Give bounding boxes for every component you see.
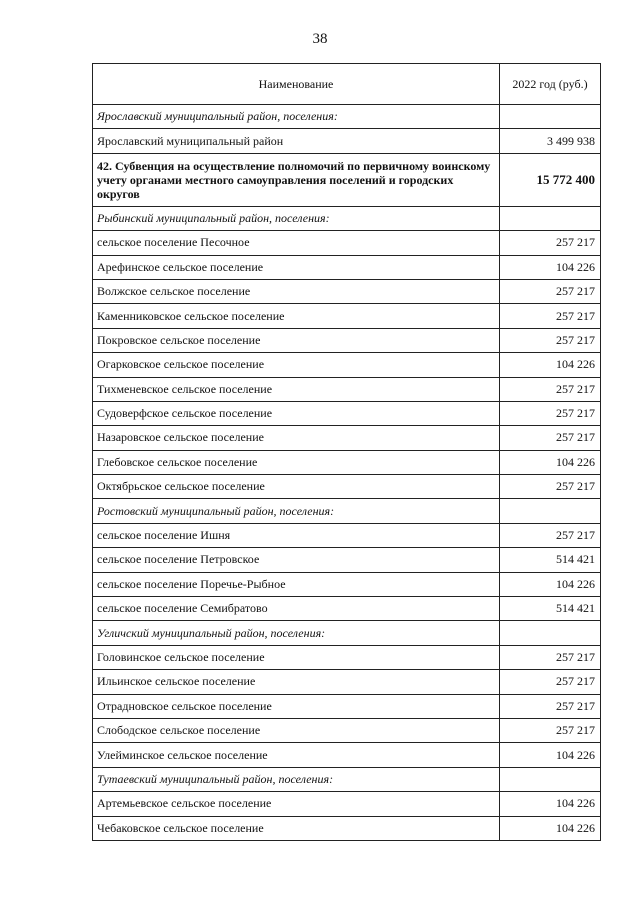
table-row	[93, 645, 601, 669]
row-amount: 257 217	[500, 328, 601, 352]
row-name: Отрадновское сельское поселение	[93, 694, 500, 718]
row-name: Слободское сельское поселение	[93, 718, 500, 742]
row-amount: 257 217	[500, 670, 601, 694]
subsidy-amount: 15 772 400	[500, 153, 601, 206]
subsidy-row	[93, 153, 601, 206]
header-amount: 2022 год (руб.)	[500, 64, 601, 105]
row-name: Чебаковское сельское поселение	[93, 816, 500, 840]
row-amount: 3 499 938	[500, 129, 601, 153]
table-row	[93, 401, 601, 425]
row-name: Огарковское сельское поселение	[93, 353, 500, 377]
row-name: сельское поселение Поречье-Рыбное	[93, 572, 500, 596]
table-row	[93, 792, 601, 816]
table-row	[93, 129, 601, 153]
row-name: Тутаевский муниципальный район, поселения:	[93, 767, 500, 791]
table-body	[93, 105, 601, 841]
table-row	[93, 304, 601, 328]
table-row	[93, 353, 601, 377]
table-row	[93, 597, 601, 621]
row-amount: 257 217	[500, 304, 601, 328]
row-name: Улейминское сельское поселение	[93, 743, 500, 767]
row-amount: 257 217	[500, 401, 601, 425]
row-amount: 104 226	[500, 353, 601, 377]
row-name: Ростовский муниципальный район, поселения:	[93, 499, 500, 523]
row-name: Рыбинский муниципальный район, поселения:	[93, 206, 500, 230]
row-name: Тихменевское сельское поселение	[93, 377, 500, 401]
row-amount: 104 226	[500, 572, 601, 596]
table-row	[93, 718, 601, 742]
row-name: сельское поселение Петровское	[93, 548, 500, 572]
row-amount: 514 421	[500, 548, 601, 572]
table-row	[93, 426, 601, 450]
row-amount: 257 217	[500, 694, 601, 718]
row-name: сельское поселение Семибратово	[93, 597, 500, 621]
row-amount: 257 217	[500, 426, 601, 450]
section-row	[93, 206, 601, 230]
row-name: Угличский муниципальный район, поселения:	[93, 621, 500, 645]
table-row	[93, 694, 601, 718]
row-name: Ярославский муниципальный район, поселения:	[93, 105, 500, 129]
table-row	[93, 670, 601, 694]
row-amount	[500, 621, 601, 645]
row-amount: 104 226	[500, 792, 601, 816]
row-amount	[500, 499, 601, 523]
row-amount: 257 217	[500, 523, 601, 547]
table-row	[93, 255, 601, 279]
row-name: Волжское сельское поселение	[93, 279, 500, 303]
section-row	[93, 767, 601, 791]
row-amount: 257 217	[500, 475, 601, 499]
table-row	[93, 279, 601, 303]
row-amount	[500, 767, 601, 791]
table-row	[93, 743, 601, 767]
row-amount: 104 226	[500, 255, 601, 279]
table-row	[93, 548, 601, 572]
row-amount: 257 217	[500, 231, 601, 255]
row-name: Головинское сельское поселение	[93, 645, 500, 669]
table-row	[93, 523, 601, 547]
row-amount: 514 421	[500, 597, 601, 621]
row-name: Каменниковское сельское поселение	[93, 304, 500, 328]
table-row	[93, 475, 601, 499]
budget-table	[92, 63, 601, 841]
row-name: Назаровское сельское поселение	[93, 426, 500, 450]
table-row	[93, 450, 601, 474]
row-amount: 257 217	[500, 279, 601, 303]
table-row	[93, 572, 601, 596]
row-name: Покровское сельское поселение	[93, 328, 500, 352]
row-amount: 257 217	[500, 645, 601, 669]
row-name: сельское поселение Песочное	[93, 231, 500, 255]
section-row	[93, 499, 601, 523]
subsidy-name: 42. Субвенция на осуществление полномочий по первичному воинскому учету органами местного самоуправления поселений и городских округов	[93, 153, 500, 206]
row-name: Арефинское сельское поселение	[93, 255, 500, 279]
row-name: Ильинское сельское поселение	[93, 670, 500, 694]
table-header-row	[93, 64, 601, 105]
page-number: 38	[312, 31, 328, 47]
header-name: Наименование	[93, 64, 500, 105]
table-row	[93, 231, 601, 255]
row-amount: 257 217	[500, 377, 601, 401]
row-name: Глебовское сельское поселение	[93, 450, 500, 474]
table-row	[93, 328, 601, 352]
row-name: сельское поселение Ишня	[93, 523, 500, 547]
row-amount	[500, 105, 601, 129]
row-amount: 104 226	[500, 450, 601, 474]
section-row	[93, 621, 601, 645]
section-row	[93, 105, 601, 129]
row-name: Судоверфское сельское поселение	[93, 401, 500, 425]
row-amount: 257 217	[500, 718, 601, 742]
row-amount	[500, 206, 601, 230]
row-amount: 104 226	[500, 816, 601, 840]
row-amount: 104 226	[500, 743, 601, 767]
row-name: Ярославский муниципальный район	[93, 129, 500, 153]
table-row	[93, 816, 601, 840]
table-row	[93, 377, 601, 401]
row-name: Артемьевское сельское поселение	[93, 792, 500, 816]
row-name: Октябрьское сельское поселение	[93, 475, 500, 499]
